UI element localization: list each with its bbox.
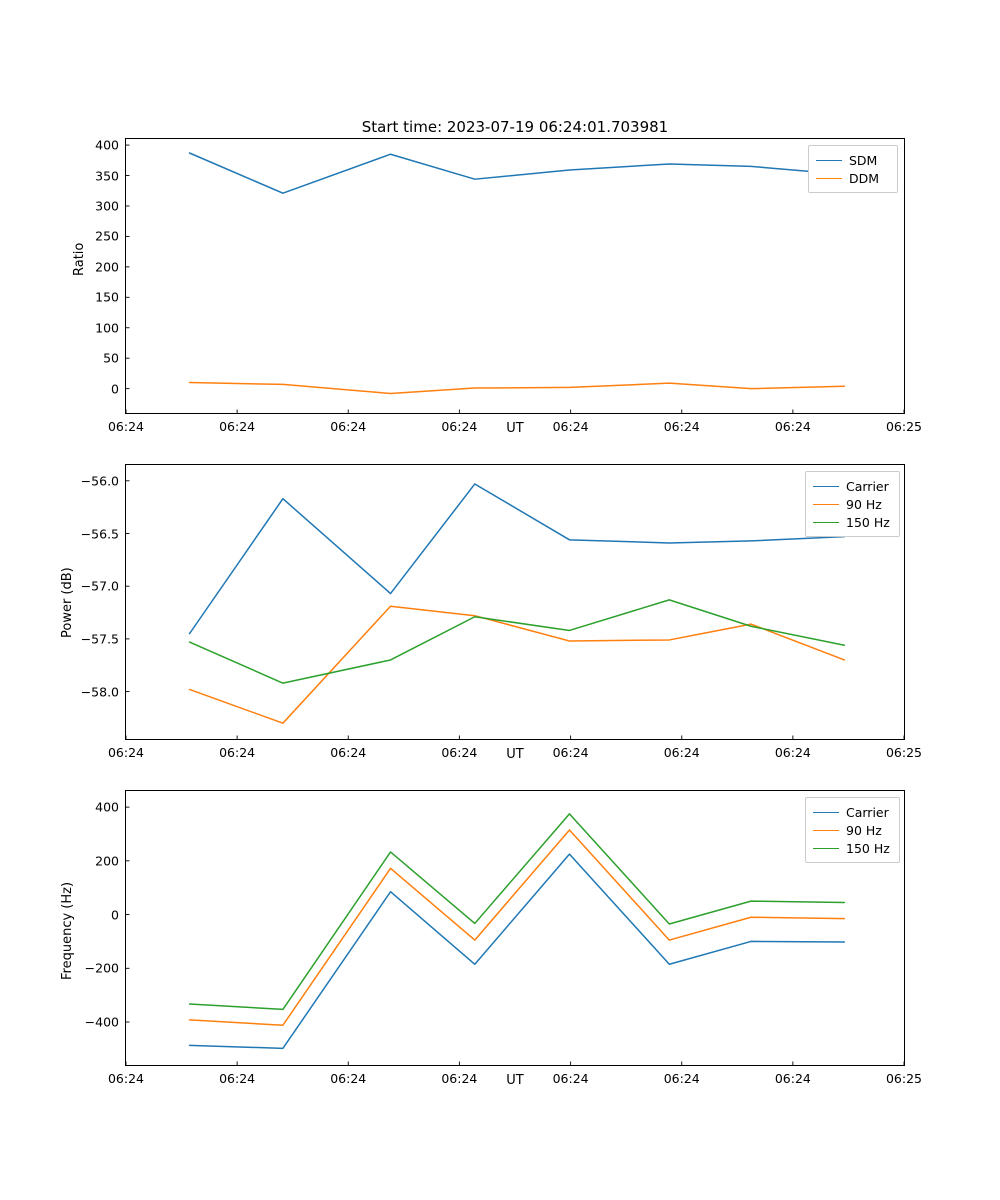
legend-item-carrier[interactable]	[813, 477, 892, 495]
legend-label-ddm: DDM	[849, 170, 880, 186]
legend-label-carrier: Carrier	[846, 804, 889, 820]
y-tick-label: −57.0	[80, 578, 119, 594]
y-tick-label: 200	[95, 853, 119, 869]
legend-frequency[interactable]	[805, 797, 900, 863]
legend-power[interactable]	[805, 471, 900, 537]
x-tick-label: 06:24	[330, 745, 367, 760]
x-axis-label-power: UT	[506, 747, 524, 762]
plot-area-power	[125, 464, 905, 740]
x-tick-label: 06:24	[219, 1071, 256, 1086]
series-line	[190, 814, 845, 1010]
y-tick-label: −400	[84, 1014, 119, 1030]
x-tick-label: 06:25	[885, 1071, 923, 1086]
y-tick-label: 400	[95, 137, 119, 153]
series-line	[190, 606, 845, 723]
legend-label-90hz: 90 Hz	[846, 822, 882, 838]
y-tick-label: 50	[103, 350, 119, 366]
legend-label-150hz: 150 Hz	[846, 840, 890, 856]
legend-item-ddm[interactable]	[816, 169, 890, 187]
x-tick-label: 06:25	[885, 745, 923, 760]
x-tick-label: 06:24	[441, 1071, 478, 1086]
chart-title: Start time: 2023-07-19 06:24:01.703981	[361, 118, 669, 136]
plot-lines-power	[126, 465, 904, 739]
x-tick-label: 06:24	[107, 419, 145, 434]
y-tick-label: 150	[95, 289, 119, 305]
x-tick-label: 06:24	[774, 745, 811, 760]
y-tick-label: −58.0	[80, 684, 119, 700]
legend-item-90hz[interactable]	[813, 821, 892, 839]
y-axis-label-power: Power (dB)	[60, 567, 75, 638]
x-tick-label: 06:24	[107, 1071, 145, 1086]
y-tick-label: −57.5	[80, 631, 119, 647]
y-axis-label-frequency: Frequency (Hz)	[60, 881, 75, 980]
legend-swatch-icon	[813, 504, 839, 505]
y-tick-label: −200	[84, 960, 119, 976]
x-tick-label: 06:24	[330, 419, 367, 434]
y-tick-label: 350	[95, 168, 119, 184]
legend-label-90hz: 90 Hz	[846, 496, 882, 512]
y-tick-label: 300	[95, 198, 119, 214]
x-axis-label-frequency: UT	[506, 1073, 524, 1088]
y-tick-label: 250	[95, 228, 119, 244]
x-tick-label: 06:24	[107, 745, 145, 760]
x-tick-label: 06:24	[219, 419, 256, 434]
y-tick-label: 200	[95, 259, 119, 275]
legend-swatch-icon	[816, 178, 842, 179]
legend-label-sdm: SDM	[849, 152, 878, 168]
plot-lines-ratio	[126, 139, 904, 413]
plot-area-frequency	[125, 790, 905, 1066]
x-tick-label: 06:24	[330, 1071, 367, 1086]
x-tick-label: 06:24	[552, 745, 589, 760]
legend-label-150hz: 150 Hz	[846, 514, 890, 530]
x-tick-label: 06:25	[885, 419, 923, 434]
plot-lines-frequency	[126, 791, 904, 1065]
series-line	[190, 600, 845, 683]
legend-item-150hz[interactable]	[813, 513, 892, 531]
x-tick-label: 06:24	[663, 745, 700, 760]
legend-swatch-icon	[813, 830, 839, 831]
legend-item-150hz[interactable]	[813, 839, 892, 857]
legend-item-carrier[interactable]	[813, 803, 892, 821]
y-tick-label: 0	[111, 907, 119, 923]
legend-swatch-icon	[813, 522, 839, 523]
x-tick-label: 06:24	[663, 419, 700, 434]
x-tick-label: 06:24	[219, 745, 256, 760]
x-axis-label-ratio: UT	[506, 421, 524, 436]
x-tick-label: 06:24	[441, 419, 478, 434]
legend-item-sdm[interactable]	[816, 151, 890, 169]
legend-label-carrier: Carrier	[846, 478, 889, 494]
x-tick-label: 06:24	[441, 745, 478, 760]
series-line	[190, 153, 845, 193]
y-tick-label: −56.0	[80, 473, 119, 489]
y-tick-label: 100	[95, 320, 119, 336]
x-tick-label: 06:24	[663, 1071, 700, 1086]
legend-swatch-icon	[813, 812, 839, 813]
legend-swatch-icon	[813, 848, 839, 849]
legend-item-90hz[interactable]	[813, 495, 892, 513]
x-tick-label: 06:24	[552, 419, 589, 434]
x-tick-label: 06:24	[774, 419, 811, 434]
y-tick-label: 400	[95, 799, 119, 815]
y-tick-label: −56.5	[80, 526, 119, 541]
plot-area-ratio	[125, 138, 905, 414]
legend-swatch-icon	[816, 160, 842, 161]
x-tick-label: 06:24	[774, 1071, 811, 1086]
y-tick-label: 0	[111, 381, 119, 397]
series-line	[190, 830, 845, 1025]
x-tick-label: 06:24	[552, 1071, 589, 1086]
legend-ratio[interactable]	[808, 145, 898, 193]
legend-swatch-icon	[813, 486, 839, 487]
series-line	[190, 484, 845, 634]
y-axis-label-ratio: Ratio	[72, 242, 87, 276]
series-line	[190, 383, 845, 394]
